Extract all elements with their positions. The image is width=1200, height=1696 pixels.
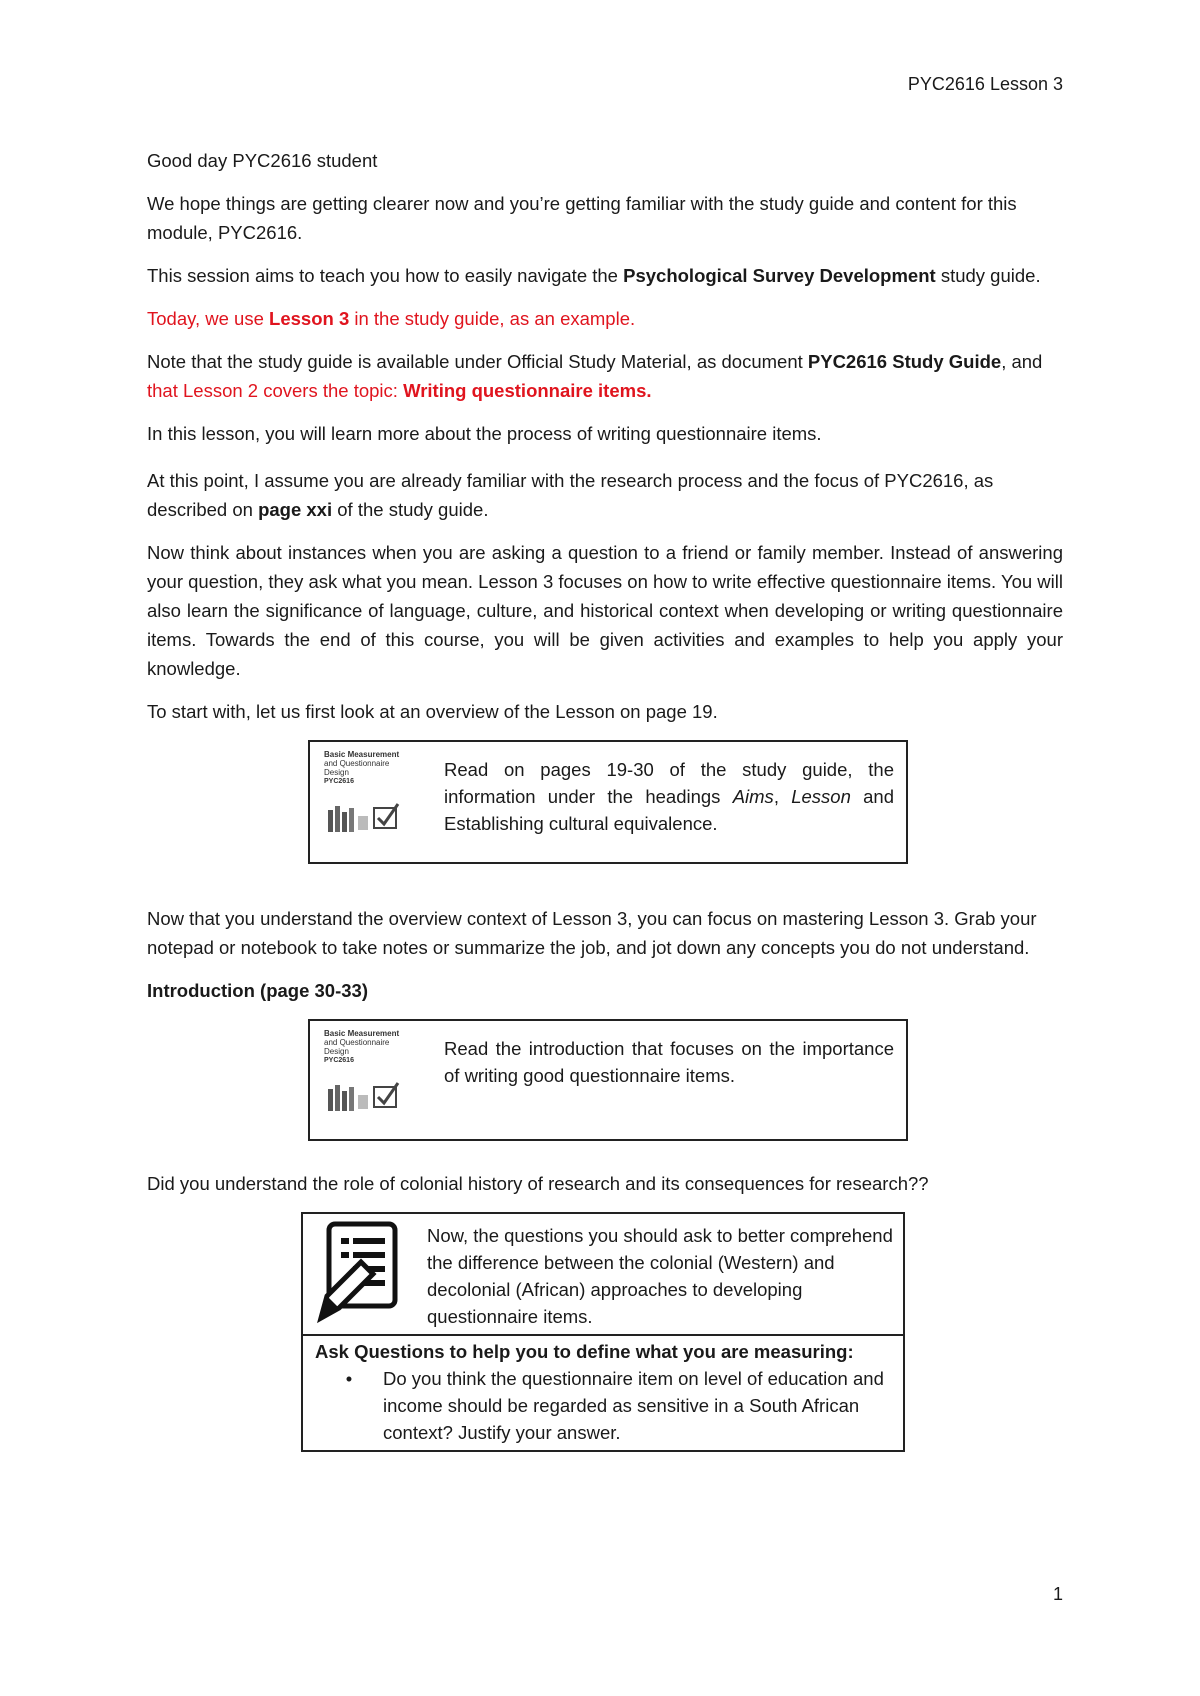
ask-questions-cell <box>302 1335 904 1451</box>
reading-box <box>308 740 908 864</box>
paragraph: This session aims to teach you how to easily navigate the Psychological Survey Development study guide. <box>147 265 1041 286</box>
paragraph: Note that the study guide is available under Official Study Material, as document PYC2616 Study Guide, and that Lesson 2 covers the topic: Writing questionnaire items. <box>147 351 1043 401</box>
paragraph: Now that you understand the overview context of Lesson 3, you can focus on mastering Lesson 3. Grab your notepad or notebook to take notes or summarize the job, and jot down any concepts you do not understand. <box>147 908 1037 958</box>
study-guide-cover-image: Basic Measurement and Questionnaire Design PYC2616 <box>324 750 410 842</box>
bullet-text: Do you think the questionnaire item on level of education and income should be regarded as sensitive in a South African context? Justify your answer. <box>383 1368 884 1443</box>
paragraph: Did you understand the role of colonial history of research and its consequences for research?? <box>147 1173 929 1194</box>
page-body <box>147 146 1063 1452</box>
notepad-pencil-icon <box>303 1214 415 1324</box>
question-intro-cell: Now, the questions you should ask to better comprehend the difference between the colonial (Western) and decolonial (African) approaches to developing questionnaire items. <box>415 1213 904 1335</box>
box-text: Read the introduction that focuses on the importance of writing good questionnaire items. <box>444 1038 894 1086</box>
study-guide-cover-image: Basic Measurement and Questionnaire Design PYC2616 <box>324 1029 410 1121</box>
list-item <box>315 1365 893 1446</box>
ask-questions-title: Ask Questions to help you to define what you are measuring: <box>315 1341 854 1362</box>
page-header: PYC2616 Lesson 3 <box>907 74 1063 94</box>
paragraph: Now think about instances when you are asking a question to a friend or family member. Instead of answering your question, they ask what you mean. Lesson 3 focuses on how to write effective questionnaire items. You will also learn the significance of language, culture, and historical context when developing or writing questionnaire items. Towards the end of this course, you will be given activities and examples to help you apply your knowledge. <box>147 542 1063 679</box>
cover-illustration <box>326 1081 408 1113</box>
questions-table <box>301 1212 905 1452</box>
paragraph: In this lesson, you will learn more about the process of writing questionnaire items. <box>147 423 822 444</box>
table-icon-cell <box>302 1213 415 1335</box>
greeting: Good day PYC2616 student <box>147 150 378 171</box>
cover-illustration <box>326 802 408 834</box>
page-number: 1 <box>1052 1584 1063 1604</box>
reading-box <box>308 1019 908 1141</box>
bullet-marker: • <box>345 1368 353 1389</box>
box-text: Read on pages 19-30 of the study guide, the information under the headings Aims, Lesson and Establishing cultural equivalence. <box>444 759 895 834</box>
paragraph: We hope things are getting clearer now and you’re getting familiar with the study guide and content for this module, PYC2616. <box>147 193 1017 243</box>
section-heading: Introduction (page 30-33) <box>147 980 368 1001</box>
paragraph: To start with, let us first look at an overview of the Lesson on page 19. <box>147 701 718 722</box>
paragraph: At this point, I assume you are already familiar with the research process and the focus of PYC2616, as described on page xxi of the study guide. <box>147 470 994 520</box>
highlight-paragraph: Today, we use Lesson 3 in the study guide, as an example. <box>147 308 636 329</box>
